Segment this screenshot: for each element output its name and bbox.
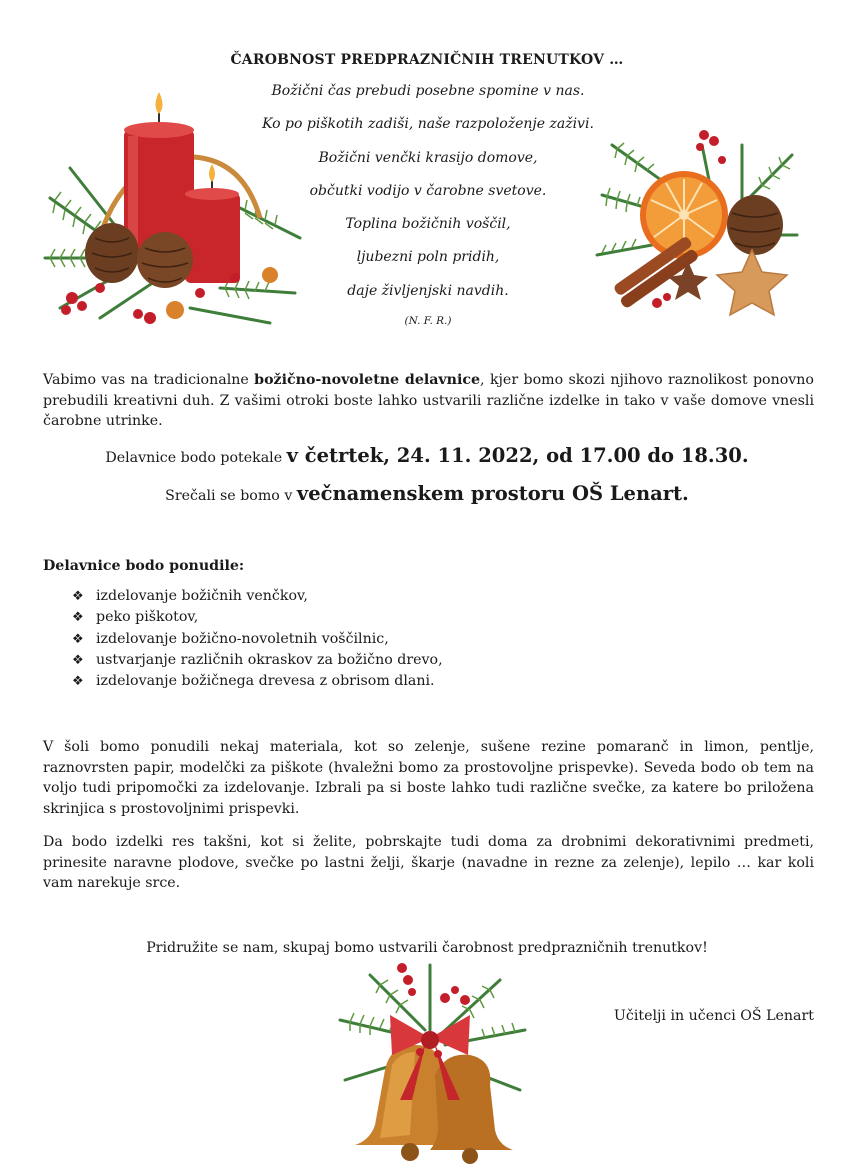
page-title: ČAROBNOST PREDPRAZNIČNIH TRENUTKOV … (230, 52, 624, 68)
poem-author: (N. F. R.) (404, 315, 452, 328)
poem-line: Božični venčki krasijo domove, (318, 149, 538, 166)
poem-line: daje življenjski navdih. (347, 282, 509, 299)
materials-paragraph: V šoli bomo ponudili nekaj materiala, kot so zelenje, sušene rezine pomaranč in limon, pentlje, raznovrsten papir, modelčki za piškote (hvaležni bomo za prostovoljne prispevke). Seveda bodo ob tem na voljo tudi pripomočki za izdelovanje. Izbrali pa si boste lahko tudi različne svečke, za katere bo priložena skrinjica s prostovoljnimi prispevki. (43, 739, 814, 817)
poem-line: občutki vodijo v čarobne svetove. (309, 182, 547, 199)
intro-text: Vabimo vas na tradicionalne (43, 372, 255, 388)
intro-highlight: božično-novoletne delavnice (254, 372, 481, 388)
diamond-bullet-icon: ❖ (72, 589, 84, 605)
closing-line: Pridružite se nam, skupaj bomo ustvarili čarobnost predprazničnih trenutkov! (146, 940, 708, 956)
date-label: Delavnice bodo potekale (105, 450, 287, 466)
poem (260, 80, 596, 329)
date-value: v četrtek, 24. 11. 2022, od 17.00 do 18.30. (286, 444, 749, 467)
event-location (0, 482, 854, 505)
list-item-text: izdelovanje božičnega drevesa z obrisom dlani. (96, 673, 435, 690)
poem-line: ljubezni poln pridih, (356, 249, 500, 266)
diamond-bullet-icon: ❖ (72, 653, 84, 669)
orange-cinnamon-illustration (592, 125, 807, 320)
list-item-text: izdelovanje božičnih venčkov, (96, 588, 308, 605)
offer-list (72, 586, 443, 692)
poem-line: Ko po piškotih zadiši, naše razpoloženje zaživi. (262, 116, 594, 133)
list-item-text: ustvarjanje različnih okraskov za božično drevo, (96, 652, 443, 669)
list-item-text: peko piškotov, (96, 609, 199, 626)
diamond-bullet-icon: ❖ (72, 674, 84, 690)
list-item (72, 629, 443, 650)
list-item (72, 671, 443, 692)
diamond-bullet-icon: ❖ (72, 631, 84, 647)
intro-paragraph (43, 370, 814, 432)
poem-line: Božični čas prebudi posebne spomine v nas. (271, 83, 585, 99)
location-value: večnamenskem prostoru OŠ Lenart. (296, 482, 689, 505)
location-label: Srečali se bomo v (165, 488, 297, 504)
list-item (72, 586, 443, 607)
bring-paragraph: Da bodo izdelki res takšni, kot si želite, pobrskajte tudi doma za drobnimi dekorativnimi predmeti, prinesite naravne plodove, svečke po lastni želji, škarje (navadne in rezne za zelenje), lepilo … kar koli vam narekuje srce. (43, 834, 814, 891)
signature: Učitelji in učenci OŠ Lenart (613, 1008, 814, 1024)
offer-heading: Delavnice bodo ponudile: (43, 558, 245, 574)
list-item-text: izdelovanje božično-novoletnih voščilnic, (96, 630, 389, 647)
diamond-bullet-icon: ❖ (72, 610, 84, 626)
list-item (72, 650, 443, 671)
intro-text: , kjer bomo skozi njihovo raznolikost ponovno prebudili kreativni duh. Z vašimi otroki boste lahko ustvarili različne izdelke in tako v vaše domove vnesli čarobne utrinke. (43, 372, 814, 429)
list-item (72, 607, 443, 628)
event-date (0, 444, 854, 467)
poem-line: Toplina božičnih voščil, (345, 216, 511, 233)
christmas-bells-illustration (330, 960, 530, 1170)
